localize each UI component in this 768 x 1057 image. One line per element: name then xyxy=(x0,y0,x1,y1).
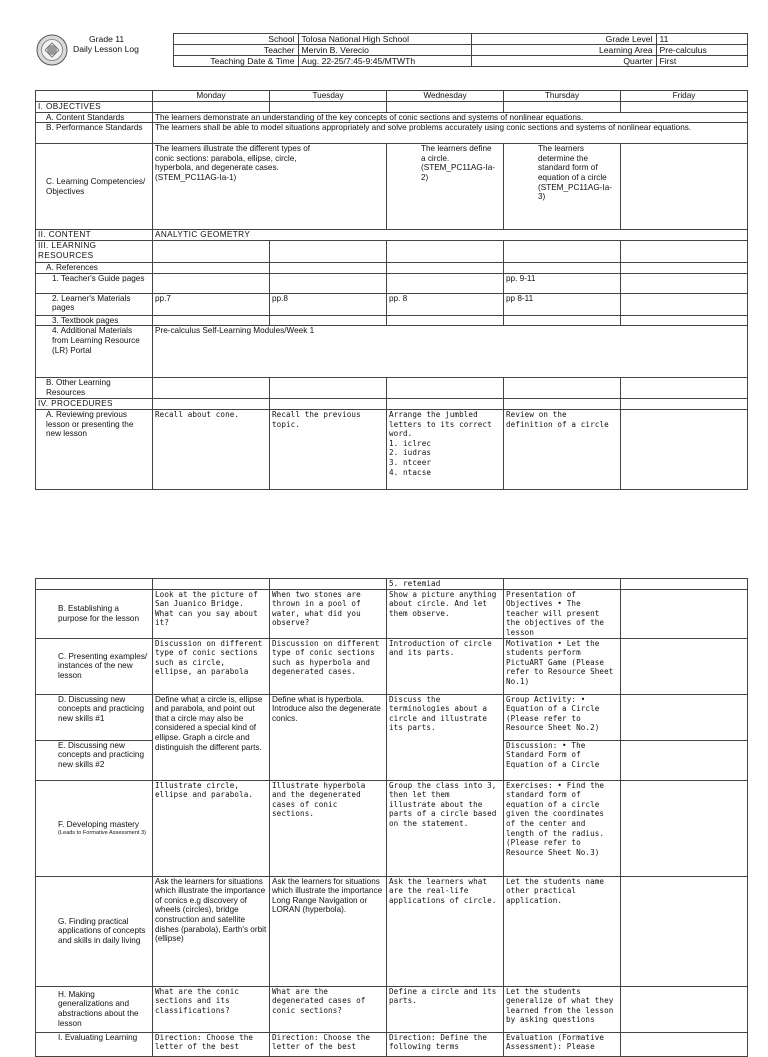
generalizations-wednesday: Define a circle and its parts. xyxy=(387,986,504,1032)
day-wednesday: Wednesday xyxy=(387,91,504,102)
teachers-guide-label: 1. Teacher's Guide pages xyxy=(36,273,153,293)
date-label: Teaching Date & Time xyxy=(173,56,298,67)
content-standards-label: A. Content Standards xyxy=(36,112,153,123)
school-label: School xyxy=(173,34,298,45)
reviewing-tuesday: Recall the previous topic. xyxy=(270,409,387,489)
header-table xyxy=(35,33,748,67)
jumbled-word-5: 5. retemiad xyxy=(387,579,504,590)
mastery-thursday: Exercises: • Find the standard form of equation of a circle given the coordinates of the center and length of the radius. (Please refer to Resource Sheet No.3) xyxy=(504,780,621,876)
days-header-row xyxy=(36,91,748,102)
purpose-tuesday: When two stones are thrown in a pool of water, what did you observe? xyxy=(270,589,387,638)
lesson-table-page-2 xyxy=(35,578,748,1057)
mastery-title: F. Developing mastery xyxy=(58,820,139,830)
generalizations-monday: What are the conic sections and its classifications? xyxy=(153,986,270,1032)
competencies-label: C. Learning Competencies/ Objectives xyxy=(36,144,153,230)
reviewing-thursday: Review on the definition of a circle xyxy=(504,409,621,489)
applications-thursday: Let the students name other practical application. xyxy=(504,876,621,986)
mastery-monday: Illustrate circle, ellipse and parabola. xyxy=(153,780,270,876)
day-tuesday: Tuesday xyxy=(270,91,387,102)
content-value: ANALYTIC GEOMETRY xyxy=(153,230,748,241)
procedures-heading: IV. PROCEDURES xyxy=(36,399,153,410)
mastery-subtitle: (Leads to Formative Assessment 3) xyxy=(58,829,146,836)
textbook-label: 3. Textbook pages xyxy=(36,315,153,326)
other-resources-label: B. Other Learning Resources xyxy=(36,378,153,399)
applications-wednesday: Ask the learners what are the real-life applications of circle. xyxy=(387,876,504,986)
reviewing-monday: Recall about cone. xyxy=(153,409,270,489)
discussing-2-label: E. Discussing new concepts and practicing new skills #2 xyxy=(36,740,153,780)
discussing-monday: Define what a circle is, ellipse and parabola, and point out that a circle may also be considered a special kind of ellipse. Graph a circle and distinguish the different parts. xyxy=(153,694,270,780)
quarter-value: First xyxy=(656,56,747,67)
generalizations-thursday: Let the students generalize of what they learned from the lesson by asking questions xyxy=(504,986,621,1032)
evaluating-wednesday: Direction: Define the following terms xyxy=(387,1032,504,1056)
competencies-thursday: The learners determine the standard form of equation of a circle (STEM_PC11AG-Ia-3) xyxy=(504,144,621,230)
discussing-2-thursday: Discussion: • The Standard Form of Equation of a Circle xyxy=(504,740,621,780)
school-value: Tolosa National High School xyxy=(298,34,471,45)
jumbled-word-2: 2. iudras xyxy=(389,448,432,458)
day-friday: Friday xyxy=(621,91,748,102)
evaluating-label: I. Evaluating Learning xyxy=(36,1032,153,1056)
discussing-tuesday: Define what is hyperbola. Introduce also the degenerate conics. xyxy=(270,694,387,780)
evaluating-monday: Direction: Choose the letter of the best xyxy=(153,1032,270,1056)
discussing-wednesday: Discuss the terminologies about a circle and illustrate its parts. xyxy=(387,694,504,780)
presenting-label: C. Presenting examples/ instances of the new lesson xyxy=(36,638,153,694)
purpose-wednesday: Show a picture anything about circle. And let them observe. xyxy=(387,589,504,638)
applications-label: G. Finding practical applications of concepts and skills in daily living xyxy=(36,876,153,986)
applications-tuesday: Ask the learners for situations which illustrate the importance Long Range Navigation or LORAN (hyperbola). xyxy=(270,876,387,986)
applications-monday: Ask the learners for situations which illustrate the importance of conics e.g discovery of wheels (circles), bridge construction and satellite dishes (parabola), Earth's orbit (ellipse) xyxy=(153,876,270,986)
additional-materials-value: Pre-calculus Self-Learning Modules/Week 1 xyxy=(153,326,748,378)
presenting-tuesday: Discussion on different type of conic sections such as hyperbola and degenerated cases. xyxy=(270,638,387,694)
date-value: Aug. 22-25/7:45-9:45/MTWTh xyxy=(298,56,471,67)
grade-line: Grade 11 xyxy=(89,33,125,44)
performance-standards-label: B. Performance Standards xyxy=(36,123,153,144)
presenting-monday: Discussion on different type of conic sections such as circle, ellipse, an parabola xyxy=(153,638,270,694)
purpose-monday: Look at the picture of San Juanico Bridge. What can you say about it? xyxy=(153,589,270,638)
learners-tuesday: pp.8 xyxy=(270,293,387,315)
learners-thursday: pp 8-11 xyxy=(504,293,621,315)
evaluating-tuesday: Direction: Choose the letter of the best xyxy=(270,1032,387,1056)
competencies-wednesday: The learners define a circle. (STEM_PC11AG-Ia-2) xyxy=(387,144,504,230)
additional-materials-label: 4. Additional Materials from Learning Resource (LR) Portal xyxy=(36,326,153,378)
purpose-label: B. Establishing a purpose for the lesson xyxy=(36,589,153,638)
learning-area-value: Pre-calculus xyxy=(656,45,747,56)
content-heading: II. CONTENT xyxy=(36,230,153,241)
quarter-label: Quarter xyxy=(471,56,656,67)
reviewing-label: A. Reviewing previous lesson or presenting the new lesson xyxy=(36,409,153,489)
objectives-heading: I. OBJECTIVES xyxy=(36,102,153,113)
generalizations-label: H. Making generalizations and abstractions about the lesson xyxy=(36,986,153,1032)
title-cell xyxy=(35,34,173,67)
generalizations-tuesday: What are the degenerated cases of conic sections? xyxy=(270,986,387,1032)
learning-area-label: Learning Area xyxy=(471,45,656,56)
jumbled-word-3: 3. ntceer xyxy=(389,457,432,467)
grade-level-label: Grade Level xyxy=(471,34,656,45)
purpose-thursday: Presentation of Objectives • The teacher will present the objectives of the lesson xyxy=(504,589,621,638)
resources-heading: III. LEARNING RESOURCES xyxy=(36,241,153,263)
reviewing-wednesday-intro: Arrange the jumbled letters to its correct word. xyxy=(389,409,492,439)
reviewing-wednesday xyxy=(387,409,504,489)
discussing-1-label: D. Discussing new concepts and practicing new skills #1 xyxy=(36,694,153,740)
teacher-value: Mervin B. Verecio xyxy=(298,45,471,56)
content-standards-value: The learners demonstrate an understanding of the key concepts of conic sections and systems of nonlinear equations. xyxy=(153,112,748,123)
teachers-guide-thursday: pp. 9-11 xyxy=(504,273,621,293)
learners-wednesday: pp. 8 xyxy=(387,293,504,315)
lesson-table-page-1 xyxy=(35,90,748,490)
evaluating-thursday: Evaluation (Formative Assessment): Please xyxy=(504,1032,621,1056)
presenting-wednesday: Introduction of circle and its parts. xyxy=(387,638,504,694)
grade-level-value: 11 xyxy=(656,34,747,45)
presenting-thursday: Motivation • Let the students perform PictuART Game (Please refer to Resource Sheet No.1) xyxy=(504,638,621,694)
day-thursday: Thursday xyxy=(504,91,621,102)
mastery-tuesday: Illustrate hyperbola and the degenerated cases of conic sections. xyxy=(270,780,387,876)
learners-materials-label: 2. Learner's Materials pages xyxy=(36,293,153,315)
teacher-label: Teacher xyxy=(173,45,298,56)
competencies-monday: The learners illustrate the different types of conic sections: parabola, ellipse, circle, hyperbola, and degenerate cases. (STEM_PC11AG-Ia-1) xyxy=(153,144,387,230)
learners-monday: pp.7 xyxy=(153,293,270,315)
jumbled-word-4: 4. ntacse xyxy=(389,467,432,477)
mastery-wednesday: Group the class into 3, then let them illustrate about the parts of a circle based on the statement. xyxy=(387,780,504,876)
doc-title: Daily Lesson Log xyxy=(73,43,139,54)
day-monday: Monday xyxy=(153,91,270,102)
performance-standards-value: The learners shall be able to model situations appropriately and solve problems accurately using conic sections and systems of nonlinear equations. xyxy=(153,123,748,144)
references-label: A. References xyxy=(36,263,153,274)
jumbled-word-1: 1. iclrec xyxy=(389,438,432,448)
discussing-1-thursday: Group Activity: • Equation of a Circle (Please refer to Resource Sheet No.2) xyxy=(504,694,621,740)
mastery-label xyxy=(36,780,153,876)
